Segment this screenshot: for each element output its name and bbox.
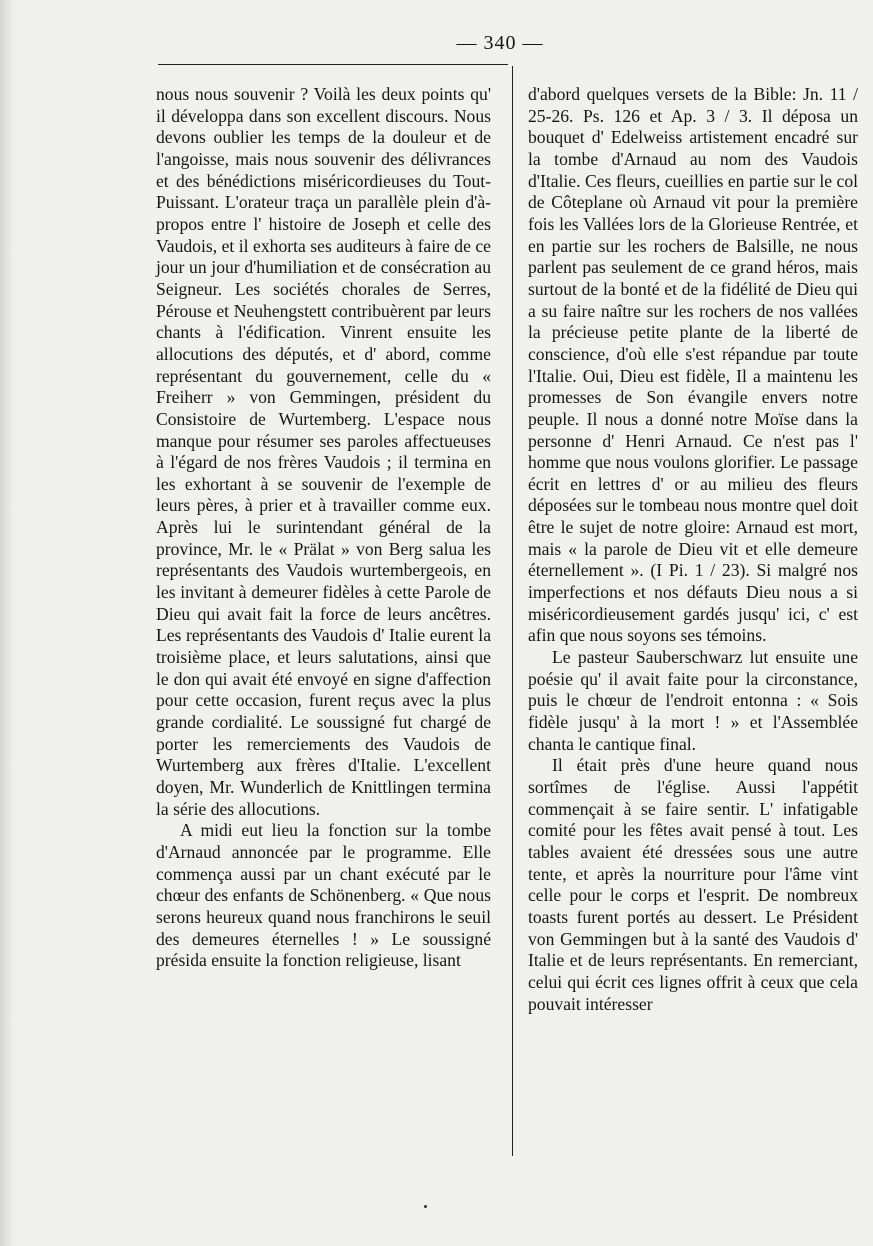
page-edge-shadow — [0, 0, 14, 1246]
right-paragraph-1: d'abord quelques versets de la Bible: Jn. 11 / 25-26. Ps. 126 et Ap. 3 / 3. Il déposa un bouquet d' Edelweiss artistement encadré sur la tombe d'Arnaud au nom des Vaudois d'Italie. Ces fleurs, cueillies en partie sur le col de Côteplane où Arnaud vit pour la première fois les Vallées lors de la Glorieuse Rentrée, et en partie sur les rochers de Balsille, ne nous parlent pas seulement de ce grand héros, mais surtout de la bonté et de la fidélité de Dieu qui a su faire naître sur les rochers de nos vallées la précieuse petite plante de la liberté de conscience, d'où elle s'est répandue par toute l'Italie. Oui, Dieu est fidèle, Il a maintenu les promesses de Son évangile envers notre peuple. Il nous a donné notre Moïse dans la personne d' Henri Arnaud. Ce n'est pas l' homme que nous voulons glorifier. Le passage écrit en lettres d' or au milieu des fleurs déposées sur le tombeau nous montre quel doit être le sujet de notre gloire: Arnaud est mort, mais « la parole de Dieu vit et elle demeure éternellement ». (I Pi. 1 / 23). Si malgré nos imperfections et nos défauts Dieu nous a si miséricordieusement gardés jusqu' ici, c' est afin que nous soyons ses témoins. — [528, 84, 858, 646]
header-rule — [158, 64, 508, 65]
right-paragraph-3: Il était près d'une heure quand nous sortîmes de l'église. Aussi l'appétit commençait à se faire sentir. L' infatigable comité pour les fêtes avait pensé à tout. Les tables avaient été dressées sous une autre tente, et après la nourriture pour l'âme vint celle pour le corps et l'esprit. De nombreux toasts furent portés au dessert. Le Président von Gemmingen but à la santé des Vaudois d' Italie et de leurs représentants. En remerciant, celui qui écrit ces lignes offrit à ceux que cela pouvait intéresser — [528, 755, 858, 1014]
page-number: — 340 — — [456, 32, 544, 54]
left-column — [156, 84, 491, 972]
paper-speck — [424, 1205, 427, 1208]
left-paragraph-1: nous nous souvenir ? Voilà les deux points qu' il développa dans son excellent discours. Nous devons oublier les temps de la douleur et de l'angoisse, mais nous souvenir des délivrances et des bénédictions miséricordieuses du Tout-Puissant. L'orateur traça un parallèle plein d'à-propos entre l' histoire de Joseph et celle des Vaudois, et il exhorta ses auditeurs à faire de ce jour un jour d'humiliation et de consécration au Seigneur. Les sociétés chorales de Serres, Pérouse et Neuhengstett contribuèrent par leurs chants à l'édification. Vinrent ensuite les allocutions des députés, et d' abord, comme représentant du gouvernement, celle du « Freiherr » von Gemmingen, président du Consistoire de Wurtemberg. L'espace nous manque pour résumer ses paroles affectueuses à l'égard de nos frères Vaudois ; il termina en les exhortant à se souvenir de l'exemple de leurs pères, à prier et à travailler comme eux. Après lui le surintendant général de la province, Mr. le « Prälat » von Berg salua les représentants des Vaudois wurtembergeois, en les invitant à demeurer fidèles à cette Parole de Dieu qui avait fait la force de leurs ancêtres. Les représentants des Vaudois d' Italie eurent la troisième place, et leurs salutations, ainsi que le don qui avait été envoyé en signe d'affection pour cette occasion, furent reçus avec la plus grande cordialité. Le soussigné fut chargé de porter les remerciements des Vaudois de Wurtemberg aux frères d'Italie. L'excellent doyen, Mr. Wunderlich de Knittlingen termina la série des allocutions. — [156, 84, 491, 819]
left-paragraph-2: A midi eut lieu la fonction sur la tombe d'Arnaud annoncée par le programme. Elle commença aussi par un chant exécuté par le chœur des enfants de Schönenberg. « Que nous serons heureux quand nous franchirons le seuil des demeures éternelles ! » Le soussigné présida ensuite la fonction religieuse, lisant — [156, 820, 491, 971]
column-divider — [512, 66, 513, 1156]
right-paragraph-2: Le pasteur Sauberschwarz lut ensuite une poésie qu' il avait faite pour la circonstance, puis le chœur de l'endroit entonna : « Sois fidèle jusqu' à la mort ! » et l'Assemblée chanta le cantique final. — [528, 647, 858, 754]
right-column — [528, 84, 858, 1015]
